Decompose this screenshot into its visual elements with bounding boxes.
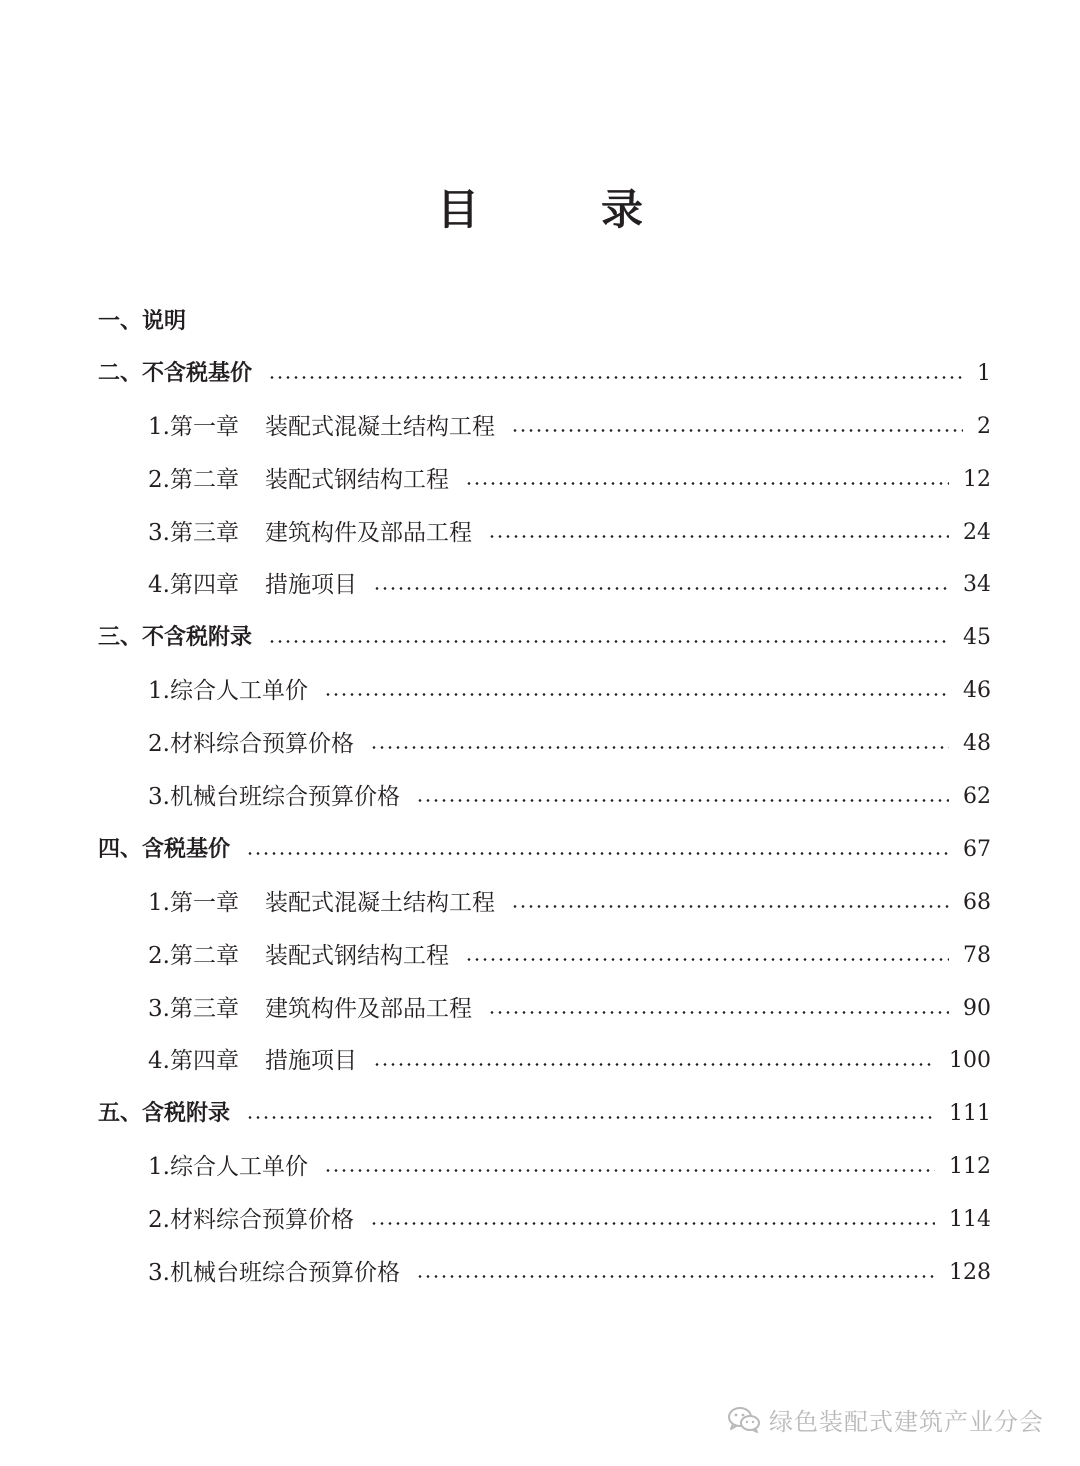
toc-dot-leader: [465, 958, 949, 961]
toc-chapter-number: 3.第三章: [148, 520, 239, 546]
toc-page-number: 45: [963, 625, 991, 650]
toc-entry-label: 3.机械台班综合预算价格: [148, 1260, 400, 1286]
toc-entry-label: 3.机械台班综合预算价格: [148, 784, 400, 810]
toc-entry-label: 二、不含税基价: [98, 361, 253, 386]
toc-entry-label: 措施项目: [264, 572, 357, 598]
toc-section-row: [98, 618, 991, 658]
toc-page-number: 2: [977, 414, 991, 439]
toc-dot-leader: [416, 1275, 935, 1278]
toc-dot-leader: [416, 799, 949, 802]
toc-entry-label: 一、说明: [98, 309, 187, 334]
toc-dot-leader: [246, 852, 949, 855]
toc-dot-leader: [370, 1222, 935, 1225]
toc-section-row: [98, 830, 991, 870]
toc-dot-leader: [246, 1116, 935, 1119]
toc-dot-leader: [268, 640, 949, 643]
toc-dot-leader: [373, 587, 949, 590]
toc-section-row: [98, 302, 991, 342]
toc-chapter-number: 3.第三章: [148, 996, 239, 1022]
toc-chapter-number: 2.第二章: [148, 943, 239, 969]
toc-subsection-row: [148, 513, 991, 553]
toc-section-row: [98, 354, 991, 394]
toc-entry-label: 装配式混凝土结构工程: [264, 414, 495, 440]
watermark: [727, 1402, 1044, 1437]
toc-page-number: 24: [963, 520, 991, 545]
toc-page-number: 90: [963, 996, 991, 1021]
toc-subsection-row: [148, 671, 991, 711]
toc-dot-leader: [268, 376, 963, 379]
toc-entry-label: 三、不含税附录: [98, 625, 253, 650]
toc-page-number: 1: [977, 361, 991, 386]
toc-page-number: 68: [963, 890, 991, 915]
toc-dot-leader: [511, 905, 949, 908]
toc-entry-label: 措施项目: [264, 1048, 357, 1074]
toc-entry-label: 建筑构件及部品工程: [264, 520, 472, 546]
toc-page-number: 46: [963, 678, 991, 703]
toc-page-number: 128: [949, 1260, 991, 1285]
toc-subsection-row: [148, 883, 991, 923]
watermark-text: 绿色装配式建筑产业分会: [769, 1408, 1044, 1436]
toc-entry-label: 建筑构件及部品工程: [264, 996, 472, 1022]
toc-page-number: 34: [963, 572, 991, 597]
toc-subsection-row: [148, 1041, 991, 1081]
toc-dot-leader: [488, 535, 949, 538]
toc-subsection-row: [148, 1200, 991, 1240]
toc-subsection-row: [148, 777, 991, 817]
toc-page-number: 78: [963, 943, 991, 968]
toc-page-number: 62: [963, 784, 991, 809]
toc-page-number: 67: [963, 837, 991, 862]
toc-dot-leader: [488, 1011, 949, 1014]
toc-entry-label: 1.综合人工单价: [148, 1154, 308, 1180]
toc-dot-leader: [373, 1063, 935, 1066]
wechat-icon: [727, 1406, 761, 1434]
toc-dot-leader: [465, 482, 949, 485]
toc-subsection-row: [148, 936, 991, 976]
toc-entry-label: 装配式混凝土结构工程: [264, 890, 495, 916]
toc-entry-label: 2.材料综合预算价格: [148, 1207, 354, 1233]
toc-page-number: 100: [949, 1048, 991, 1073]
toc-chapter-number: 4.第四章: [148, 1048, 239, 1074]
toc-subsection-row: [148, 989, 991, 1029]
toc-chapter-number: 1.第一章: [148, 414, 239, 440]
toc-subsection-row: [148, 1253, 991, 1293]
toc-subsection-row: [148, 407, 991, 447]
toc-entry-label: 2.材料综合预算价格: [148, 731, 354, 757]
toc-subsection-row: [148, 724, 991, 764]
toc-subsection-row: [148, 565, 991, 605]
toc-dot-leader: [511, 429, 963, 432]
toc-page-number: 48: [963, 731, 991, 756]
toc-entry-label: 五、含税附录: [98, 1101, 231, 1126]
toc-subsection-row: [148, 1147, 991, 1187]
toc-page-number: 112: [949, 1154, 991, 1179]
toc-chapter-number: 4.第四章: [148, 572, 239, 598]
toc-subsection-row: [148, 460, 991, 500]
toc-dot-leader: [324, 693, 949, 696]
toc-entry-label: 装配式钢结构工程: [264, 943, 449, 969]
toc-chapter-number: 2.第二章: [148, 467, 239, 493]
toc-section-row: [98, 1094, 991, 1134]
toc-chapter-number: 1.第一章: [148, 890, 239, 916]
toc-entry-label: 四、含税基价: [98, 837, 231, 862]
toc-entry-label: 1.综合人工单价: [148, 678, 308, 704]
toc-dot-leader: [370, 746, 949, 749]
page-title: 目 录: [436, 185, 683, 234]
toc-dot-leader: [324, 1169, 935, 1172]
toc-page-number: 12: [963, 467, 991, 492]
toc-page-number: 111: [949, 1101, 991, 1126]
toc-entry-label: 装配式钢结构工程: [264, 467, 449, 493]
toc-page-number: 114: [949, 1207, 991, 1232]
